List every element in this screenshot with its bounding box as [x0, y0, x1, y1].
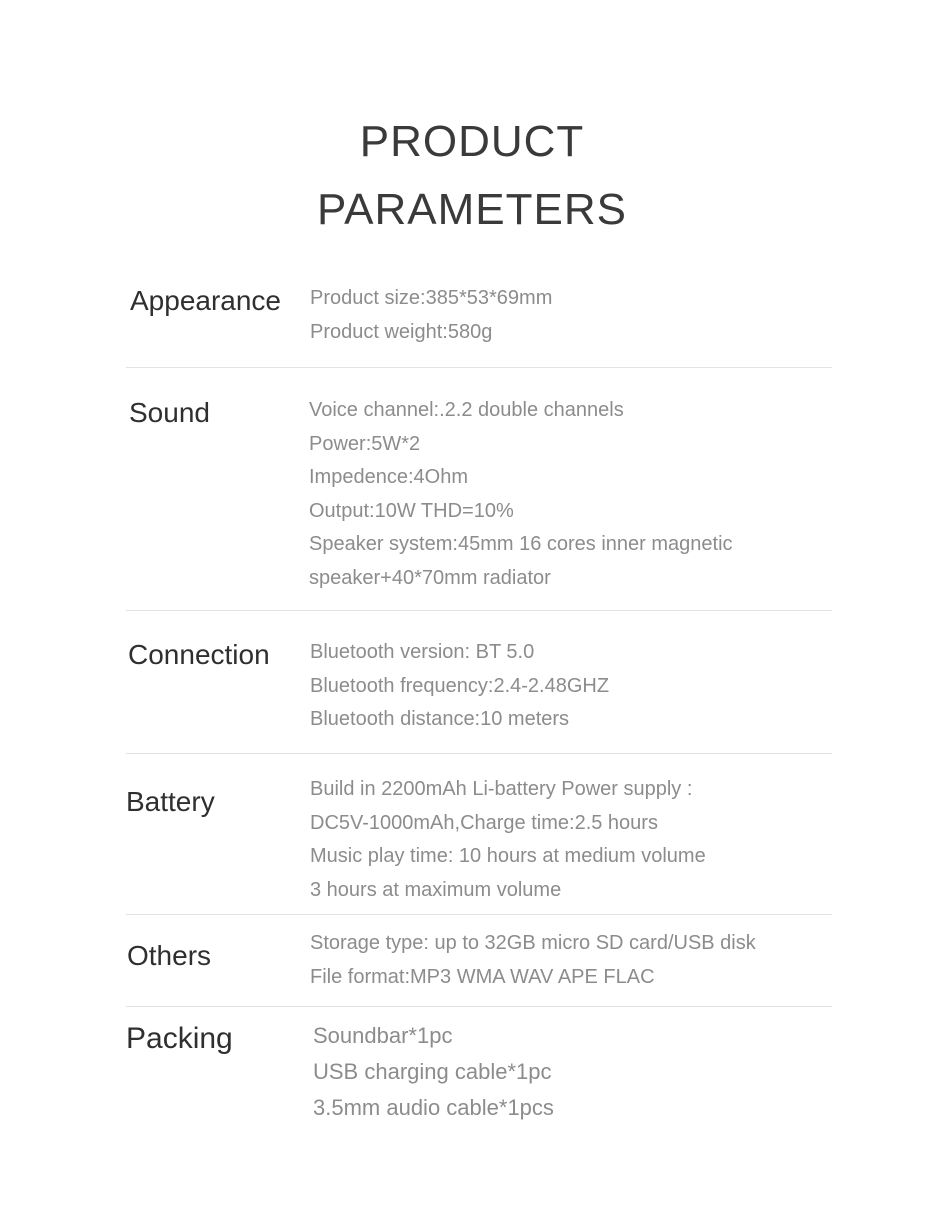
- spec-line: Bluetooth version: BT 5.0: [310, 641, 535, 663]
- spec-line: Speaker system:45mm 16 cores inner magnetic: [309, 533, 733, 556]
- spec-list: [310, 636, 830, 737]
- section-label: Battery: [126, 786, 215, 817]
- spec-line: Music play time: 10 hours at medium volume: [310, 845, 706, 868]
- divider: [126, 1006, 832, 1007]
- spec-line: Build in 2200mAh Li-battery Power supply :: [310, 778, 693, 800]
- spec-line: Output:10W THD=10%: [309, 499, 514, 522]
- section-label: Sound: [129, 397, 210, 428]
- divider: [126, 367, 832, 368]
- spec-list: [309, 394, 829, 596]
- spec-line: 3 hours at maximum volume: [310, 878, 562, 901]
- spec-list: [310, 927, 830, 994]
- spec-line: Product weight:580g: [310, 320, 493, 343]
- section-label: Packing: [126, 1022, 233, 1055]
- spec-list: [310, 773, 830, 907]
- divider: [126, 753, 832, 754]
- page-title-line-2: PARAMETERS: [317, 185, 627, 234]
- section-label: Connection: [128, 639, 270, 670]
- spec-line: Bluetooth frequency:2.4-2.48GHZ: [310, 674, 610, 697]
- page-title-line-1: PRODUCT: [359, 117, 585, 166]
- spec-line: Product size:385*53*69mm: [310, 287, 553, 309]
- spec-line: Voice channel:.2.2 double channels: [309, 399, 624, 421]
- spec-line: speaker+40*70mm radiator: [309, 566, 551, 589]
- spec-line: DC5V-1000mAh,Charge time:2.5 hours: [310, 811, 658, 834]
- page-title: [0, 108, 944, 244]
- spec-line: Power:5W*2: [309, 432, 421, 455]
- spec-line: Soundbar*1pc: [313, 1023, 453, 1048]
- spec-line: File format:MP3 WMA WAV APE FLAC: [310, 965, 655, 988]
- spec-list: [313, 1018, 833, 1126]
- spec-list: [310, 282, 830, 349]
- divider: [126, 610, 832, 611]
- section-label: Appearance: [130, 285, 282, 316]
- section-label: Others: [127, 940, 212, 971]
- divider: [126, 914, 832, 915]
- spec-line: Storage type: up to 32GB micro SD card/USB disk: [310, 932, 756, 954]
- spec-line: 3.5mm audio cable*1pcs: [313, 1095, 554, 1120]
- spec-line: Bluetooth distance:10 meters: [310, 708, 570, 731]
- spec-line: Impedence:4Ohm: [309, 466, 468, 489]
- spec-line: USB charging cable*1pc: [313, 1059, 552, 1084]
